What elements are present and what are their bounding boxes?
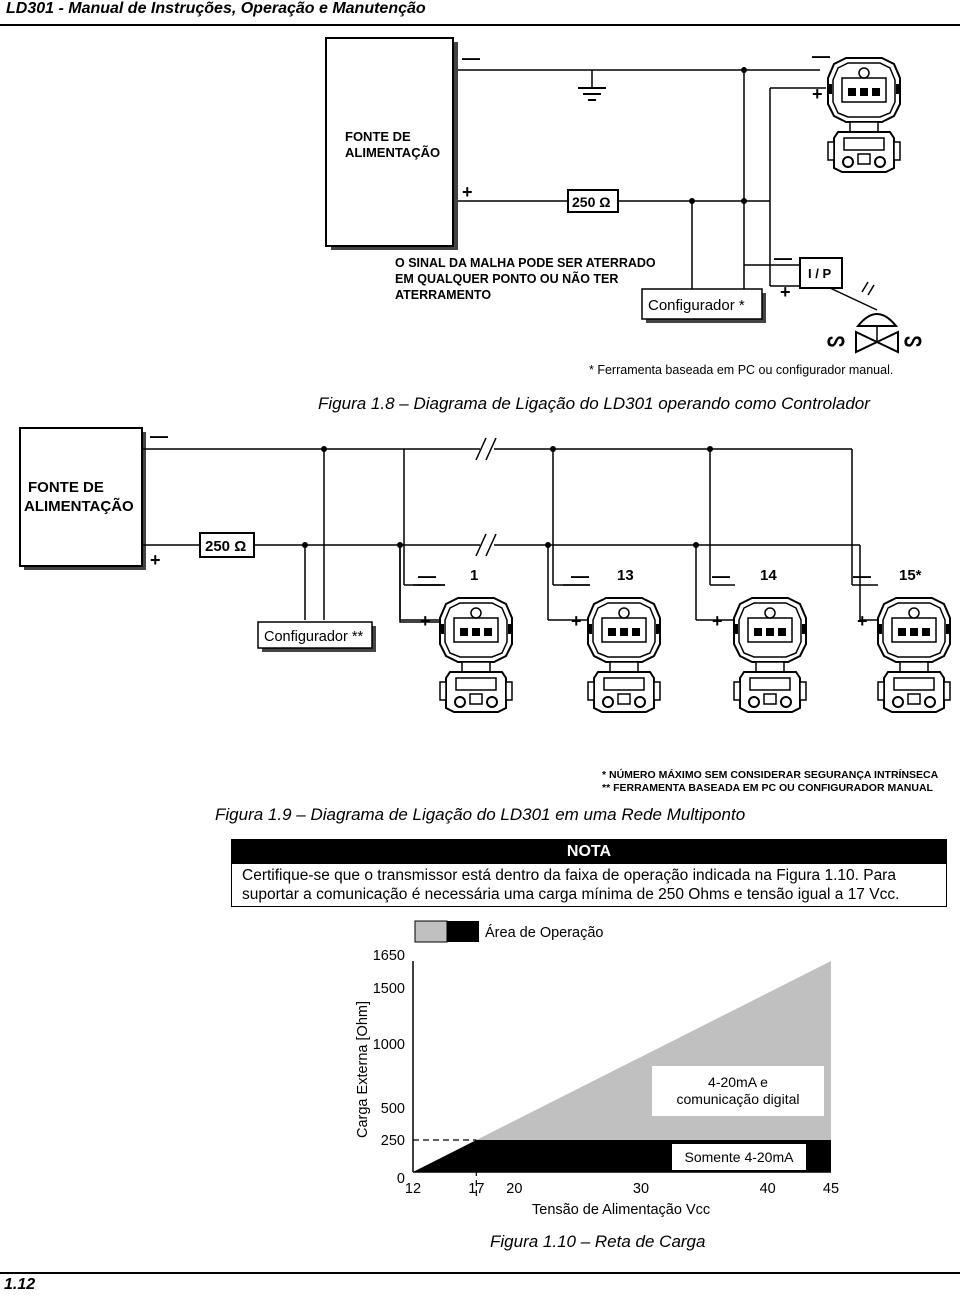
y-tick-label: 1500 xyxy=(372,981,405,998)
resistor-label: 250 Ω xyxy=(572,194,611,210)
legend-swatch-gray xyxy=(415,921,447,942)
transmitter-icon xyxy=(734,598,806,712)
minus-sign-xmtr: — xyxy=(812,46,830,66)
caption-figure-1-8: Figura 1.8 – Diagrama de Ligação do LD301 operando como Controlador xyxy=(318,394,870,413)
svg-text:ᔕ: ᔕ xyxy=(904,329,922,351)
line-break-icon xyxy=(476,438,496,556)
x-tick-label: 40 xyxy=(759,1181,776,1197)
y-tick-label: 0 xyxy=(396,1171,405,1187)
digital-region-label-2: comunicação digital xyxy=(676,1091,800,1107)
power-supply-2-label-1: FONTE DE xyxy=(28,479,104,496)
device-number-14: 14 xyxy=(760,567,777,584)
caption-figure-1-10: Figura 1.10 – Reta de Carga xyxy=(490,1232,706,1251)
power-supply-2-label-2: ALIMENTAÇÃO xyxy=(24,498,134,515)
note-text: Certifique-se que o transmissor está dentro da faixa de operação indicada na Figura 1.10. Para suportar a comunicação é necessária uma carga mínima de 250 Ohms e tensão igual a 17 Vcc. xyxy=(242,867,900,903)
ip-label: I / P xyxy=(808,266,832,281)
load-line-chart xyxy=(355,921,839,1251)
multipoint-note-2: ** FERRAMENTA BASEADA EM PC OU CONFIGURADOR MANUAL xyxy=(602,782,933,794)
minus-sign-d14: — xyxy=(712,566,730,586)
x-axis-label: Tensão de Alimentação Vcc xyxy=(532,1202,711,1218)
y-tick-label: 250 xyxy=(380,1133,405,1150)
power-supply-box-2 xyxy=(20,428,142,566)
digital-region-label-1: 4-20mA e xyxy=(708,1074,768,1090)
resistor-2-label: 250 Ω xyxy=(205,538,247,555)
power-supply-label-1: FONTE DE xyxy=(345,129,411,144)
x-tick-label: 45 xyxy=(822,1181,840,1197)
minus-sign-2: — xyxy=(150,426,168,446)
plus-sign-d14: + xyxy=(712,611,723,631)
minus-sign: — xyxy=(462,48,480,68)
device-number-1: 1 xyxy=(470,567,479,584)
page-header: LD301 - Manual de Instruções, Operação e Manutenção xyxy=(6,0,426,17)
figure-1-8 xyxy=(318,38,922,413)
ground-note-3: ATERRAMENTO xyxy=(395,288,492,302)
legend-label: Área de Operação xyxy=(485,925,604,941)
minus-sign-ip: — xyxy=(774,248,792,268)
footer-rule xyxy=(0,1272,960,1274)
plus-sign-2: + xyxy=(150,550,161,570)
plus-sign-d15: + xyxy=(857,611,868,631)
power-supply-label-2: ALIMENTAÇÃO xyxy=(345,145,441,160)
minus-sign-d15: — xyxy=(853,566,871,586)
analog-region-label: Somente 4-20mA xyxy=(684,1149,794,1165)
plus-sign-d1: + xyxy=(420,611,431,631)
plus-sign-d13: + xyxy=(571,611,582,631)
caption-figure-1-9: Figura 1.9 – Diagrama de Ligação do LD301 em uma Rede Multiponto xyxy=(215,805,746,824)
transmitter-icon xyxy=(828,58,900,172)
transmitter-icon xyxy=(878,598,950,712)
control-valve-icon xyxy=(827,282,922,352)
transmitter-icon xyxy=(440,598,512,712)
note-box xyxy=(231,839,947,907)
multipoint-note-1: * NÚMERO MÁXIMO SEM CONSIDERAR SEGURANÇA INTRÍNSECA xyxy=(602,769,939,781)
x-tick-label: 20 xyxy=(506,1181,523,1197)
page-number: 1.12 xyxy=(4,1276,36,1293)
ground-icon xyxy=(578,70,606,100)
transmitter-icon xyxy=(588,598,660,712)
figure-1-9 xyxy=(20,426,950,824)
device-wiring xyxy=(324,449,553,622)
y-tick-label: 1650 xyxy=(372,948,405,964)
plus-sign-ip: + xyxy=(780,282,791,302)
x-tick-label: 12 xyxy=(404,1181,422,1197)
legend-swatch-black xyxy=(447,921,479,942)
x-tick-label: 17 xyxy=(468,1181,485,1197)
y-axis-label: Carga Externa [Ohm] xyxy=(355,1001,371,1138)
configurator-2-label: Configurador ** xyxy=(264,629,364,645)
note-title: NOTA xyxy=(232,840,946,864)
ground-note-2: EM QUALQUER PONTO OU NÃO TER xyxy=(395,272,619,286)
device-number-15: 15* xyxy=(899,567,922,584)
ground-note-1: O SINAL DA MALHA PODE SER ATERRADO xyxy=(395,256,656,270)
svg-text:ᔕ: ᔕ xyxy=(827,329,845,351)
minus-sign-d1: — xyxy=(418,566,436,586)
y-tick-label: 1000 xyxy=(372,1037,405,1054)
footnote-1-8: * Ferramenta baseada em PC ou configurador manual. xyxy=(589,363,894,377)
configurator-label: Configurador * xyxy=(648,297,745,314)
device-number-13: 13 xyxy=(617,567,634,584)
x-tick-label: 30 xyxy=(632,1181,650,1197)
y-tick-label: 500 xyxy=(380,1101,405,1118)
plus-sign-xmtr: + xyxy=(812,84,823,104)
minus-sign-d13: — xyxy=(571,566,589,586)
plus-sign: + xyxy=(462,182,473,202)
